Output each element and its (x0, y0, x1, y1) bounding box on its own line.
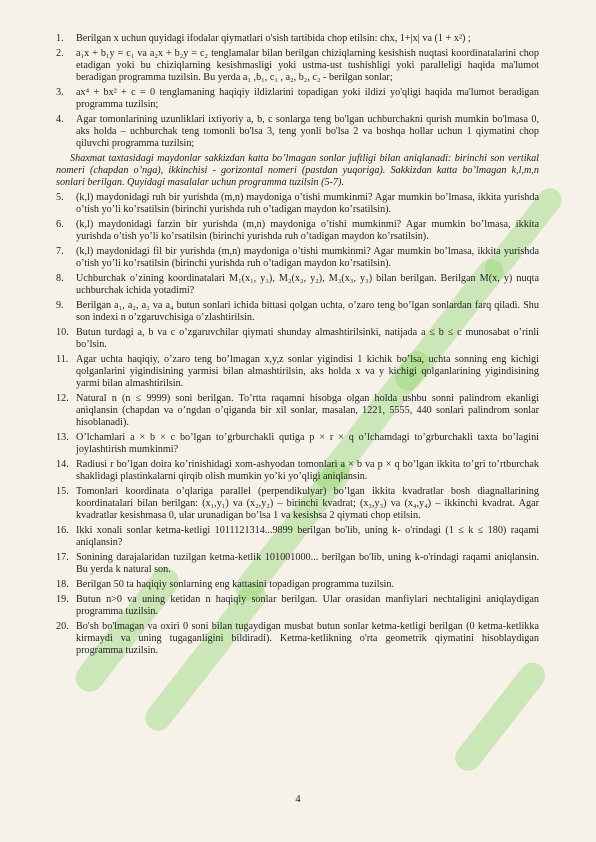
list-item (56, 48, 539, 84)
item-text: Berilgan 50 ta haqiqiy sonlarning eng kattasini topadigan programma tuzilsin. (76, 579, 395, 590)
item-text: Radiusi r bo’lgan doira ko’rinishidagi xom-ashyodan tomonlari a × b va p × q bo’lgan ikkita to’gri to’rtburchak shaklidagi plastinkalarni qirqib olish mumkin yo’ki yo’qligi aniqlansin. (76, 459, 539, 482)
item-number: 17. (56, 552, 69, 563)
list-item (56, 33, 539, 45)
list-item (56, 432, 539, 456)
list-item (56, 300, 539, 324)
item-text: Butun turdagi a, b va c o’zgaruvchilar qiymati shunday almashtirilsinki, natijada a ≤ b ≤ c munosabat o’rinli bo’lsin. (76, 327, 539, 350)
list-item (56, 579, 539, 591)
item-number: 13. (56, 432, 69, 443)
task-list (56, 33, 539, 660)
item-number: 20. (56, 621, 69, 632)
item-text: Bo'sh bo'lmagan va oxiri 0 soni bilan tugaydigan musbat butun sonlar ketma-ketligi berilgan (0 ketma-ketlikka kirmaydi va uning tugaganligini bildiradi). Ketma-ketlikning o'rta geometrik qiymatini hisoblaydigan programma tuzilsin. (76, 621, 539, 656)
item-number: 14. (56, 459, 69, 470)
item-text: Butun n>0 va uning ketidan n haqiqiy sonlar berilgan. Ular orasidan manfiylari nechtaligini aniqlaydigan programma tuzilsin. (76, 594, 539, 617)
item-number: 8. (56, 273, 64, 284)
item-number: 18. (56, 579, 69, 590)
item-text: O’lchamlari a × b × c bo’lgan to’grburchakli qutiga p × r × q o’lchamdagi to’grburchakli taxta bo’lagini joylashtirish mumkinmi? (76, 432, 539, 455)
list-item (56, 219, 539, 243)
list-item (56, 327, 539, 351)
item-text: Berilgan a₁, a₂, a₃ va a₄ butun sonlari ichida bittasi qolgan uchta, o’zaro teng bo’lgan sonlardan farq qiladi. Shu son indexi n o’zgaruvchisiga o’zlashtirilsin. (76, 300, 539, 323)
item-number: 16. (56, 525, 69, 536)
item-text: Sonining darajalaridan tuzilgan ketma-ketlik 101001000... berilgan bo'lib, uning k-o'rindagi raqami aniqlansin. Bu yerda k natural son. (76, 552, 539, 575)
list-item (56, 87, 539, 111)
list-item (56, 393, 539, 429)
item-number: 19. (56, 594, 69, 605)
item-number: 11. (56, 354, 69, 365)
item-number: 5. (56, 192, 64, 203)
item-text: (k,l) maydonidagi ruh bir yurishda (m,n) maydoniga o’tishi mumkinmi? Agar mumkin bo’lmasa, ikkita yurishda o’tish yo’li ko’rsatilsin (birinchi yurishda ruh o’tadigan maydon ko’rsatilsin). (76, 192, 539, 215)
item-number: 10. (56, 327, 69, 338)
item-text: Agar uchta haqiqiy, o’zaro teng bo’lmagan x,y,z sonlar yigindisi 1 kichik bo’lsa, uchta sonning eng kichigi qolganlarini yigindisining yarmisi bilan almashtirilsin, aks holda x va y kichigi qolganlarining yigindisining yarmi bilan almashtirilsin. (76, 354, 539, 389)
item-text: Agar tomonlarining uzunliklari ixtiyoriy a, b, c sonlarga teng bo'lgan uchburchakni qurish mumkin bo'lmasa 0, aks holda – uchburchak teng tomonli bo'lsa 3, teng yonli bo'lsa 2 va boshqa hollar uchun 1 qiymatini chop qiluvchi programma tuzilsin; (76, 114, 539, 149)
list-item (56, 246, 539, 270)
item-text: Uchburchak o’zining koordinatalari M₁(x₁, y₁), M₂(x₂, y₂), M₃(x₃, y₃) bilan berilgan. Berilgan M(x, y) nuqta uchburchak ichida yotadimi? (76, 273, 539, 296)
list-item (56, 459, 539, 483)
list-item (56, 486, 539, 522)
item-text: (k,l) maydonidagi farzin bir yurishda (m,n) maydoniga o’tishi mumkinmi? Agar mumkin bo’lmasa, ikkita yurishda o’tish yo’li ko’rsatilsin (birinchi yurishda ruh o’tadigan maydon ko’rsatilsin). (76, 219, 539, 242)
list-item (56, 273, 539, 297)
item-number: 15. (56, 486, 69, 497)
item-number: 3. (56, 87, 64, 98)
item-text: Natural n (n ≤ 9999) soni berilgan. To’rtta raqamni hisobga olgan holda ushbu sonni palindrom ekanligi aniqlansin (chapdan va o’ngdan o’qiganda bir xil sonlar, masalan, 1221, 5555, 440 sonlari palindrom sonlar hisoblanadi). (76, 393, 539, 428)
item-number: 6. (56, 219, 64, 230)
item-text: a₁x + b₁y = c₁ va a₂x + b₂y = c₂ tenglamalar bilan berilgan chiziqlarning kesishish nuqtasi koordinatalarini chop etadigan yoki bu chiziqlarning kesishmasligi yoki ustma-ust tushishligi yoki paralleligi haqida ma'lumot beradigan programma tuzilsin. Bu yerda a₁ ,b₁, c₁ , a₂, b₂, c₂ - berilgan sonlar; (76, 48, 539, 83)
item-text: ax⁴ + bx² + c = 0 tenglamaning haqiqiy ildizlarini topadigan yoki ildizi yo'qligi haqida ma'lumot beradigan programma tuzilsin; (76, 87, 539, 110)
chess-intro-paragraph: Shaxmat taxtasidagi maydonlar sakkizdan katta bo’lmagan sonlar juftligi bilan aniqlanadi: birinchi son vertikal nomeri (chapdan o’nga), ikkinchisi - gorizontal nomeri (pastdan yuqoriga). Sakkizdan katta bo’lmagan k,l,m,n sonlari berilgan. Quyidagi masalalar uchun programma tuzilsin (5-7). (56, 153, 539, 188)
item-text: Berilgan x uchun quyidagi ifodalar qiymatlari o'sish tartibida chop etilsin: chx, 1+|x| va (1 + x²) ; (76, 33, 471, 44)
list-item (56, 192, 539, 216)
item-text: Tomonlari koordinata o’qlariga parallel (perpendikulyar) bo’lgan ikkita kvadratlar bosh diagnallarining koordinatalari bilan berilgan: (x₁,y₁) va (x₂,y₂) – birinchi kvadrat; (x₃,y₃) va (x₄,y₄) – ikkinchi kvadrat. Agar kvadratlar kesishmasa 0, ular urunadigan bo’lsa 1 va kesishsa 2 qiymati chop etilsin. (76, 486, 539, 521)
item-number: 12. (56, 393, 69, 404)
page-number: 4 (295, 794, 301, 805)
item-number: 2. (56, 48, 64, 59)
list-item (56, 114, 539, 150)
watermark-stroke (450, 658, 551, 776)
list-item (56, 594, 539, 618)
list-item (56, 621, 539, 657)
item-number: 4. (56, 114, 64, 125)
item-text: (k,l) maydonidagi fil bir yurishda (m,n) maydoniga o’tishi mumkinmi? Agar mumkin bo’lmasa, ikkita yurishda o’tish yo’li ko’rsatilsin (birinchi yurishda ruh o’tadigan maydon ko’rsatilsin). (76, 246, 539, 269)
item-text: Ikki xonali sonlar ketma-ketligi 1011121314...9899 berilgan bo'lib, uning k- o'rindagi (1 ≤ k ≤ 180) raqami aniqlansin? (76, 525, 539, 548)
list-item (56, 525, 539, 549)
item-number: 1. (56, 33, 64, 44)
item-number: 9. (56, 300, 64, 311)
list-item (56, 354, 539, 390)
list-item (56, 552, 539, 576)
item-number: 7. (56, 246, 64, 257)
